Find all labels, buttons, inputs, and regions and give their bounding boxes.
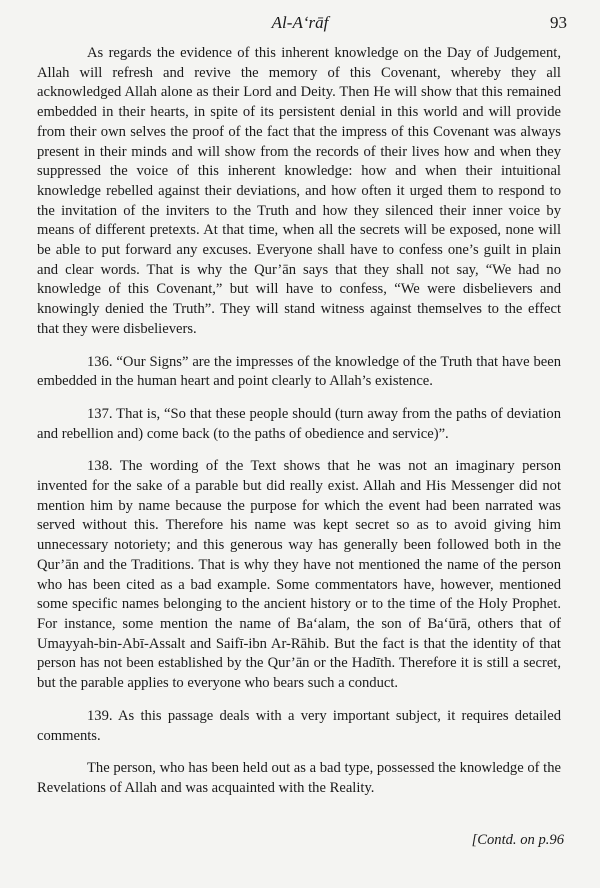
page-number: 93 xyxy=(550,13,567,32)
paragraph-note-139: 139. As this passage deals with a very important subject, it requires detailed comments. xyxy=(37,707,561,744)
paragraph-note-137: 137. That is, “So that these people should (turn away from the paths of deviation and rebellion and) come back (to the paths of obedience and service)”. xyxy=(37,405,561,442)
running-header xyxy=(0,10,600,36)
paragraph-person: The person, who has been held out as a bad type, possessed the knowledge of the Revelations of Allah and was acquainted with the Reality. xyxy=(37,760,561,796)
paragraph-note-138: 138. The wording of the Text shows that he was not an imaginary person invented for the sake of a parable but did really exist. Allah and His Messenger did not mention him by name because the purpose for which the event had been narrated was served without this. Therefore his name was kept secret so as to avoid giving him unnecessary notoriety; and this generous way has generally been followed both in the Qur’ān and the Traditions. That is why they have not mentioned the name of the person who has been cited as a bad example. Some commentators have, however, mentioned some specific names belonging to the ancient history or to the time of the Holy Prophet. For instance, some mention the name of Ba‘alam, the son of Ba‘ūrā, others that of Umayyah-bin-Abī-Assalt and Saifī-ibn Ar-Rāhib. But the fact is that the identity of that person has not been established by the Qur’ān or the Hadīth. Therefore it is still a secret, but the parable applies to everyone who bears such a conduct. xyxy=(37,458,561,692)
body-text xyxy=(37,44,561,799)
paragraph-note-136: 136. “Our Signs” are the impresses of the knowledge of the Truth that have been embedded in the human heart and point clearly to Allah’s existence. xyxy=(37,353,561,390)
continuation-note: [Contd. on p.96 xyxy=(471,832,564,848)
paragraph-intro: As regards the evidence of this inherent knowledge on the Day of Judgement, Allah will refresh and revive the memory of this Covenant, whereby they all acknowledged Allah alone as their Lord and Deity. Then He will show that this remained embedded in their hearts, in spite of its persistent denial in this world and will provide from their own selves the proof of the fact that the impress of this Covenant was always present in their minds and will show from the records of their lives how and when they suppressed the voice of this inherent knowledge: how and when their intuitional knowledge rebelled against their deviations, and how often it urged them to respond to the invitation of the inviters to the Truth and how they silenced their inner voice by means of different pretexts. At that time, when all the secrets will be exposed, none will be able to put forward any excuses. Everyone shall have to confess one’s guilt in plain and clear words. That is why the Qur’ān says that they shall not say, “We had no knowledge of this Covenant,” but will have to confess, “We were disbelievers and knowingly denied the Truth”. They will stand witness against themselves to the effect that they were disbelievers. xyxy=(37,45,561,337)
chapter-title: Al-A‘rāf xyxy=(271,13,329,32)
